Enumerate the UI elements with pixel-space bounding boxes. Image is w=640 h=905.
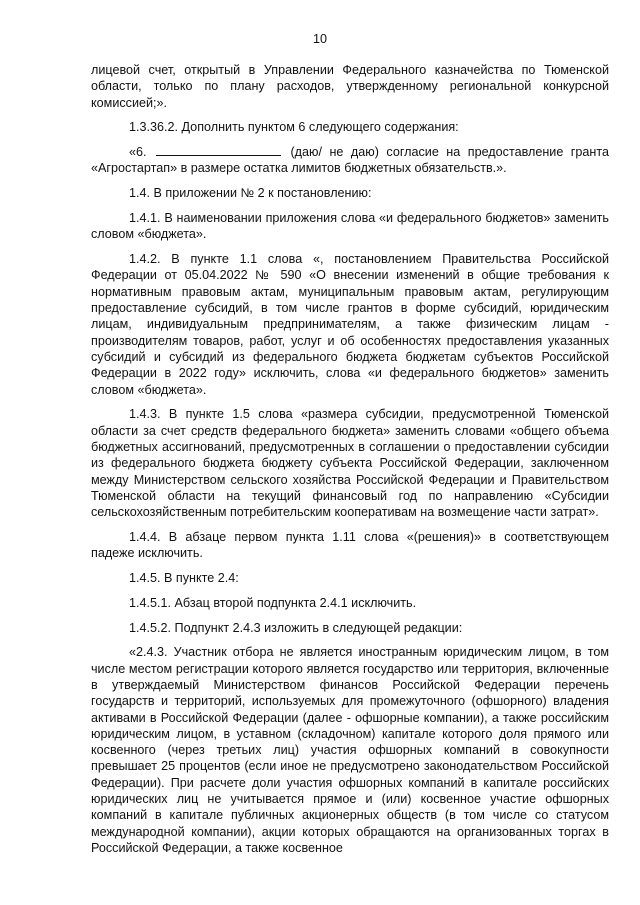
paragraph-1-4-5-1: 1.4.5.1. Абзац второй подпункта 2.4.1 исключить. (129, 595, 417, 610)
paragraph-item-6 (91, 144, 609, 177)
item-6-prefix: «6. (129, 145, 147, 160)
paragraph-1-4-3: 1.4.3. В пункте 1.5 слова «размера субсидии, предусмотренной Тюменской области за счет средств федерального бюджета» заменить словами «общего объема бюджетных ассигнований, предусмотренных в соглашении о предоставлении субсидии из федерального бюджета бюджету субъекта Российской Федерации, заключенном между Министерством сельского хозяйства Российской Федерации и Правительством Тюменской области на текущий финансовый год по направлению «Субсидии сельскохозяйственным потребительским кооперативам на возмещение части затрат». (91, 407, 609, 520)
paragraph-1-4-1: 1.4.1. В наименовании приложения слова «и федерального бюджетов» заменить словом «бюджета». (91, 211, 609, 242)
blank-line (156, 144, 281, 156)
paragraph-continuation: лицевой счет, открытый в Управлении Федерального казначейства по Тюменской области, только по плану расходов, утвержденному региональной конкурсной комиссией;». (91, 63, 609, 110)
paragraph-1-3-36-2: 1.3.36.2. Дополнить пунктом 6 следующего содержания: (129, 120, 459, 135)
paragraph-1-4-5: 1.4.5. В пункте 2.4: (129, 571, 239, 586)
item-6-text: (даю/ не даю) согласие на предоставление гранта «Агростартап» в размере остатка лимитов бюджетных обязательств.». (91, 145, 609, 176)
paragraph-1-4: 1.4. В приложении № 2 к постановлению: (129, 186, 372, 201)
paragraph-1-4-4: 1.4.4. В абзаце первом пункта 1.11 слова «(решения)» в соответствующем падеже исключить. (91, 529, 609, 561)
document-body (91, 62, 609, 856)
paragraph-2-4-3: «2.4.3. Участник отбора не является иностранным юридическим лицом, в том числе местом регистрации которого является государство или территория, включенные в утверждаемый Министерством финансов Российской Федерации перечень государств и территорий, используемых для промежуточного (офшорного) владения активами в Российской Федерации (далее - офшорные компании), а также российским юридическим лицом, в уставном (складочном) капитале которого доля прямого или косвенного (через третьих лиц) участия офшорных компаний в совокупности превышает 25 процентов (если иное не предусмотрено законодательством Российской Федерации). При расчете доли участия офшорных компаний в капитале российских юридических лиц не учитывается прямое и (или) косвенное участие офшорных компаний в капитале публичных акционерных обществ (в том числе со статусом международной компании), акции которых обращаются на организованных торгах в Российской Федерации, а также косвенное (91, 645, 609, 855)
paragraph-1-4-2: 1.4.2. В пункте 1.1 слова «, постановлением Правительства Российской Федерации от 05.04.2022 № 590 «О внесении изменений в общие требования к нормативным правовым актам, муниципальным правовым актам, регулирующим предоставление субсидий, в том числе грантов в форме субсидий, юридическим лицам, индивидуальным предпринимателям, а также физическим лицам - производителям товаров, работ, услуг и об особенностях предоставления указанных субсидий и субсидий из федерального бюджета бюджетам субъектов Российской Федерации в 2022 году» исключить, слова «и федерального бюджетов» заменить словом «бюджета». (91, 252, 609, 397)
paragraph-1-4-5-2: 1.4.5.2. Подпункт 2.4.3 изложить в следующей редакции: (129, 620, 463, 635)
page-number: 10 (312, 32, 327, 46)
